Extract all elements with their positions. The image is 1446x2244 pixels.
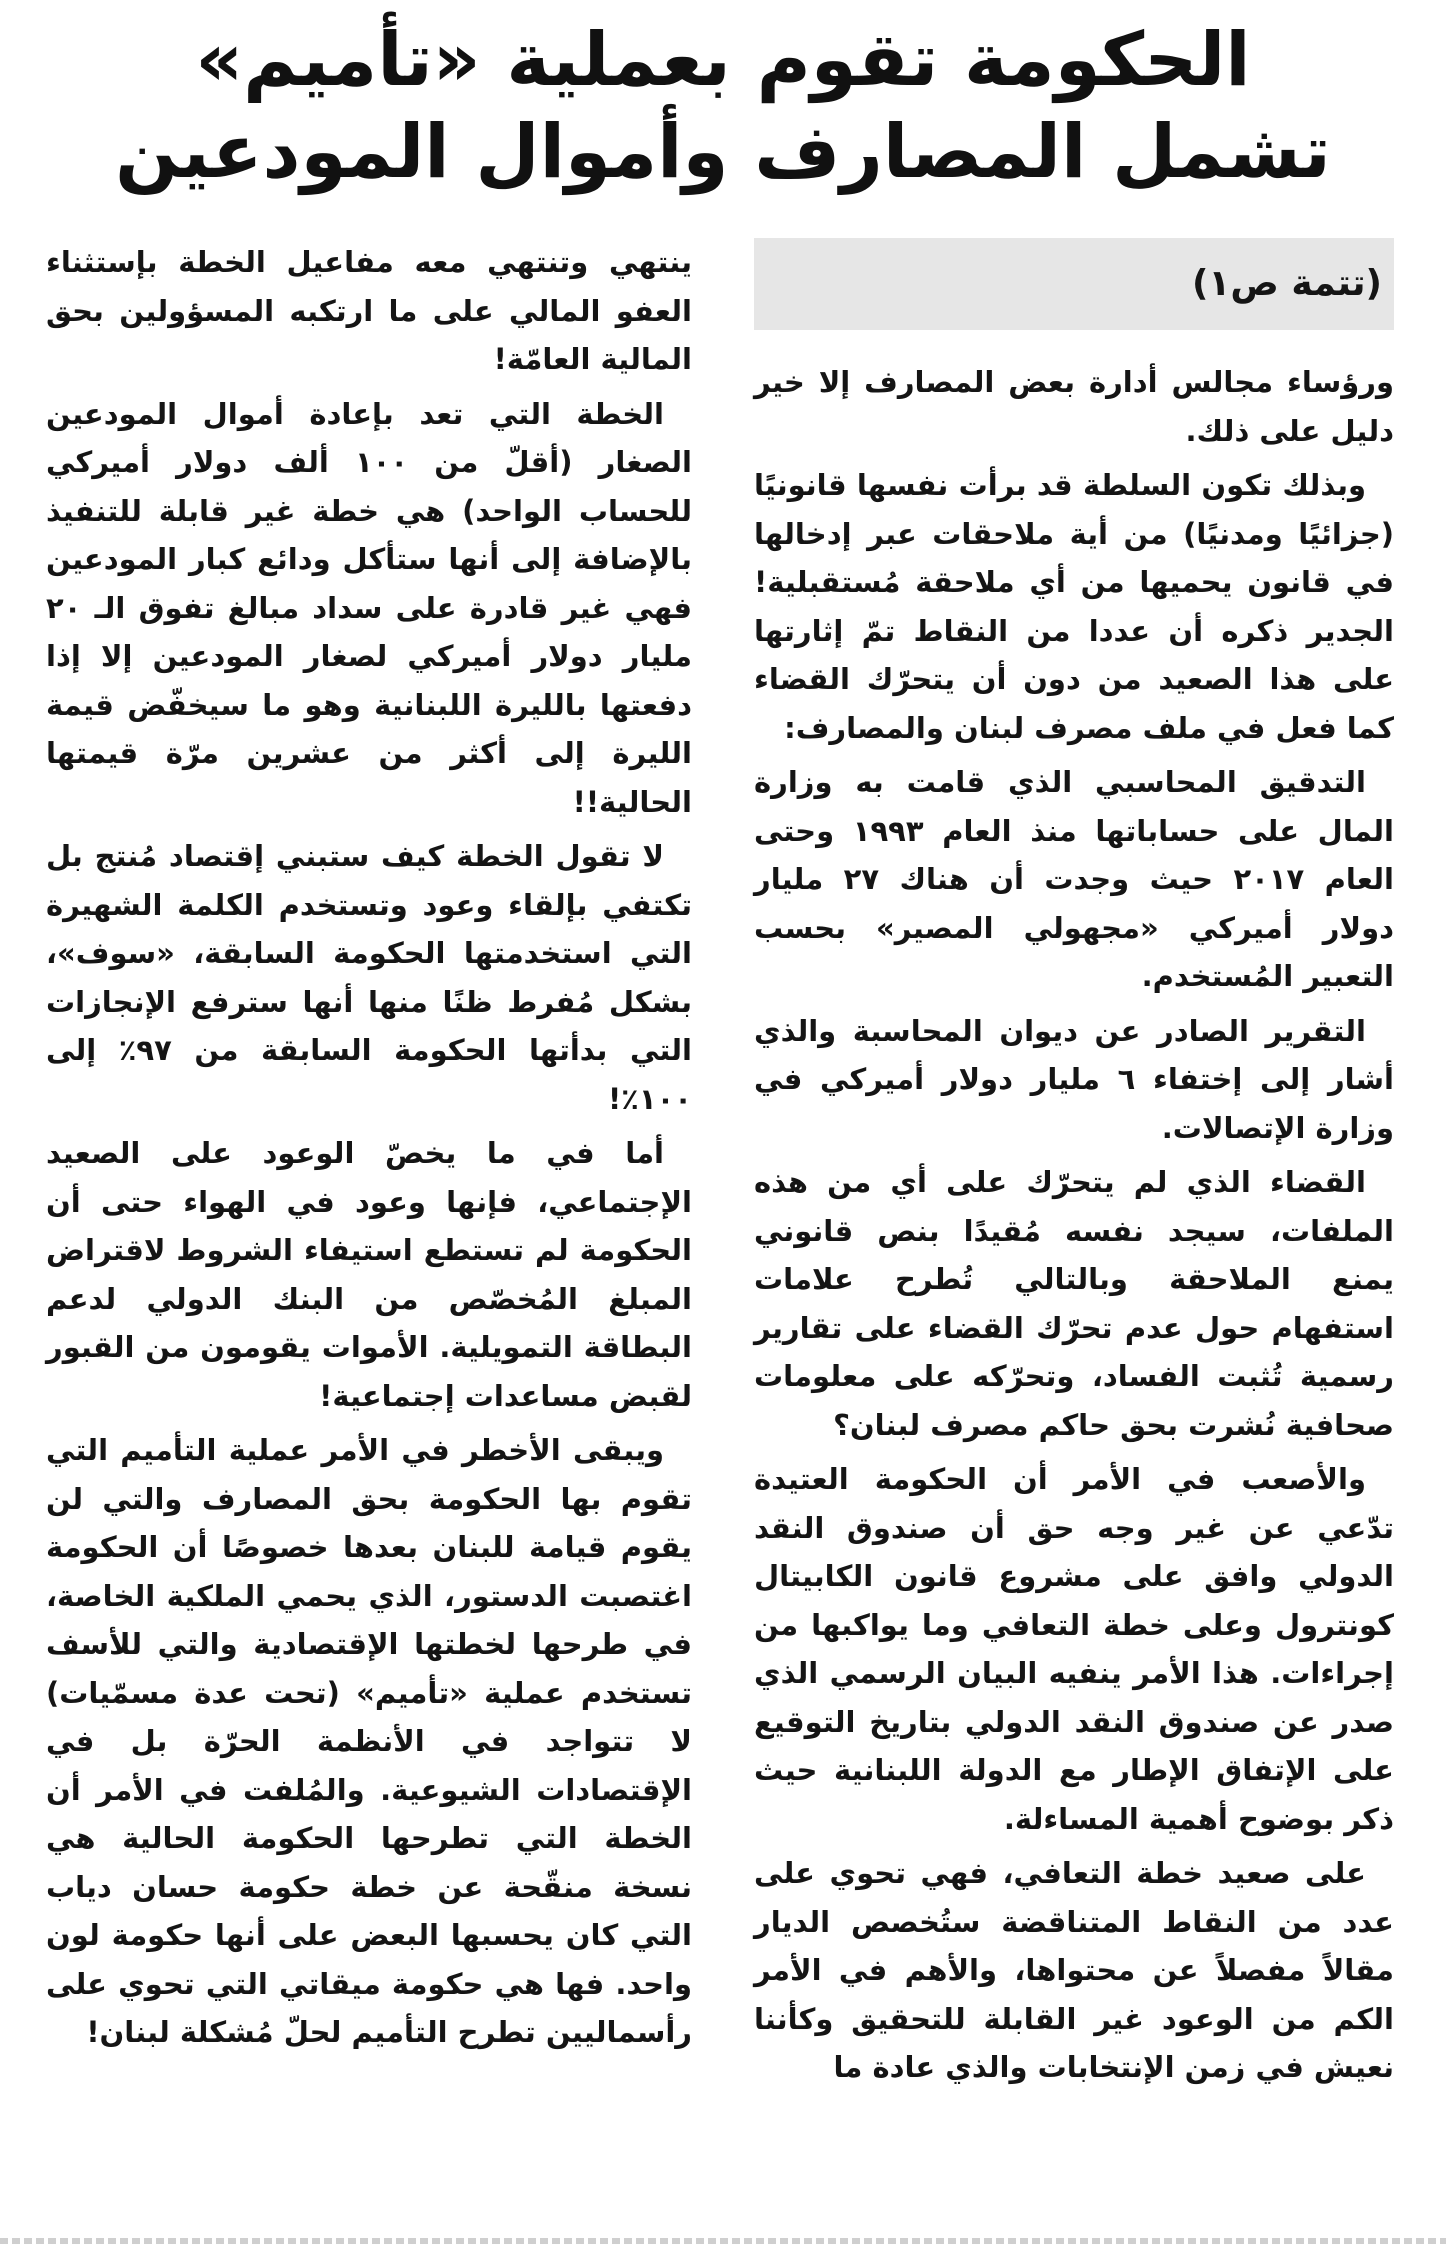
right-paragraph-3: التدقيق المحاسبي الذي قامت به وزارة المال على حساباتها منذ العام ١٩٩٣ وحتى العام ٢٠١٧ حيث وجدت أن هناك ٢٧ مليار دولار أميركي «مجهولي المصير» بحسب التعبير المُستخدم.: [754, 765, 1394, 993]
continued-label: (تتمة ص١): [1191, 262, 1382, 304]
headline-line-1: الحكومة تقوم بعملية «تأميم»: [195, 17, 1251, 103]
right-paragraph-5: القضاء الذي لم يتحرّك على أي من هذه الملفات، سيجد نفسه مُقيدًا بنص قانوني يمنع الملاحقة وبالتالي تُطرح علامات استفهام حول عدم تحرّك القضاء على تقارير رسمية تُثبت الفساد، وتحرّكه على معلومات صحافية نُشرت بحق حاكم مصرف لبنان؟: [754, 1165, 1394, 1442]
right-paragraph-2: وبذلك تكون السلطة قد برأت نفسها قانونيًا (جزائيًا ومدنيًا) من أية ملاحقات عبر إدخالها في قانون يحميها من أي ملاحقة مُستقبلية! الجدير ذكره أن عددا من النقاط تمّ إثارتها على هذا الصعيد من دون أن يتحرّك القضاء كما فعل في ملف مصرف لبنان والمصارف:: [754, 468, 1394, 745]
left-column: [46, 238, 692, 2063]
right-paragraph-7: على صعيد خطة التعافي، فهي تحوي على عدد من النقاط المتناقضة ستُخصص الديار مقالاً مفصلاً عن محتواها، والأهم في الأمر الكم من الوعود غير القابلة للتحقيق وكأننا نعيش في زمن الإنتخابات والذي عادة ما: [754, 1856, 1394, 2084]
right-paragraph-4: التقرير الصادر عن ديوان المحاسبة والذي أشار إلى إختفاء ٦ مليار دولار أميركي في وزارة الإتصالات.: [754, 1013, 1394, 1145]
bottom-divider: [0, 2238, 1446, 2244]
continued-from-box: [754, 238, 1394, 330]
left-paragraph-1: ينتهي وتنتهي معه مفاعيل الخطة بإستثناء العفو المالي على ما ارتكبه المسؤولين بحق المالية العامّة!: [46, 245, 692, 376]
right-column: [754, 238, 1394, 2098]
right-paragraph-6: والأصعب في الأمر أن الحكومة العتيدة تدّعي عن غير وجه حق أن صندوق النقد الدولي وافق على مشروع قانون الكابيتال كونترول وعلى خطة التعافي وما يواكبها من إجراءات. هذا الأمر ينفيه البيان الرسمي الذي صدر عن صندوق النقد الدولي بتاريخ التوقيع على الإتفاق الإطار مع الدولة اللبنانية حيث ذكر بوضوح أهمية المساءلة.: [754, 1462, 1394, 1836]
left-paragraph-5: ويبقى الأخطر في الأمر عملية التأميم التي تقوم بها الحكومة بحق المصارف والتي لن يقوم قيامة للبنان بعدها خصوصًا أن الحكومة اغتصبت الدستور، الذي يحمي الملكية الخاصة، في طرحها لخطتها الإقتصادية والتي للأسف تستخدم عملية «تأميم» (تحت عدة مسمّيات) لا تتواجد في الأنظمة الحرّة بل في الإقتصادات الشيوعية. والمُلفت في الأمر أن الخطة التي تطرحها الحكومة الحالية هي نسخة منقّحة عن خطة حكومة حسان دياب التي كان يحسبها البعض على أنها حكومة لون واحد. فها هي حكومة ميقاتي التي تحوي على رأسماليين تطرح التأميم لحلّ مُشكلة لبنان!: [46, 1433, 692, 2049]
left-paragraph-2: الخطة التي تعد بإعادة أموال المودعين الصغار (أقلّ من ١٠٠ ألف دولار أميركي للحساب الواحد) هي خطة غير قابلة للتنفيذ بالإضافة إلى أنها ستأكل ودائع كبار المودعين فهي غير قادرة على سداد مبالغ تفوق الـ ٢٠ مليار دولار أميركي لصغار المودعين إلا إذا دفعتها بالليرة اللبنانية وهو ما سيخفّض قيمة الليرة إلى أكثر من عشرين مرّة قيمتها الحالية!!: [46, 396, 692, 819]
right-paragraph-1: ورؤساء مجالس أدارة بعض المصارف إلا خير دليل على ذلك.: [754, 365, 1394, 448]
left-paragraph-3: لا تقول الخطة كيف ستبني إقتصاد مُنتج بل تكتفي بإلقاء وعود وتستخدم الكلمة الشهيرة التي استخدمتها الحكومة السابقة، «سوف»، بشكل مُفرط ظنًا منها أنها سترفع الإنجازات التي بدأتها الحكومة السابقة من ٩٧٪ إلى ١٠٠٪!: [46, 839, 692, 1116]
headline-line-2: تشمل المصارف وأموال المودعين: [115, 109, 1331, 195]
left-paragraph-4: أما في ما يخصّ الوعود على الصعيد الإجتماعي، فإنها وعود في الهواء حتى أن الحكومة لم تستطع استيفاء الشروط لاقتراض المبلغ المُخصّص من البنك الدولي لدعم البطاقة التمويلية. الأموات يقومون من القبور لقبض مساعدات إجتماعية!: [46, 1136, 692, 1413]
headline: [40, 14, 1406, 198]
